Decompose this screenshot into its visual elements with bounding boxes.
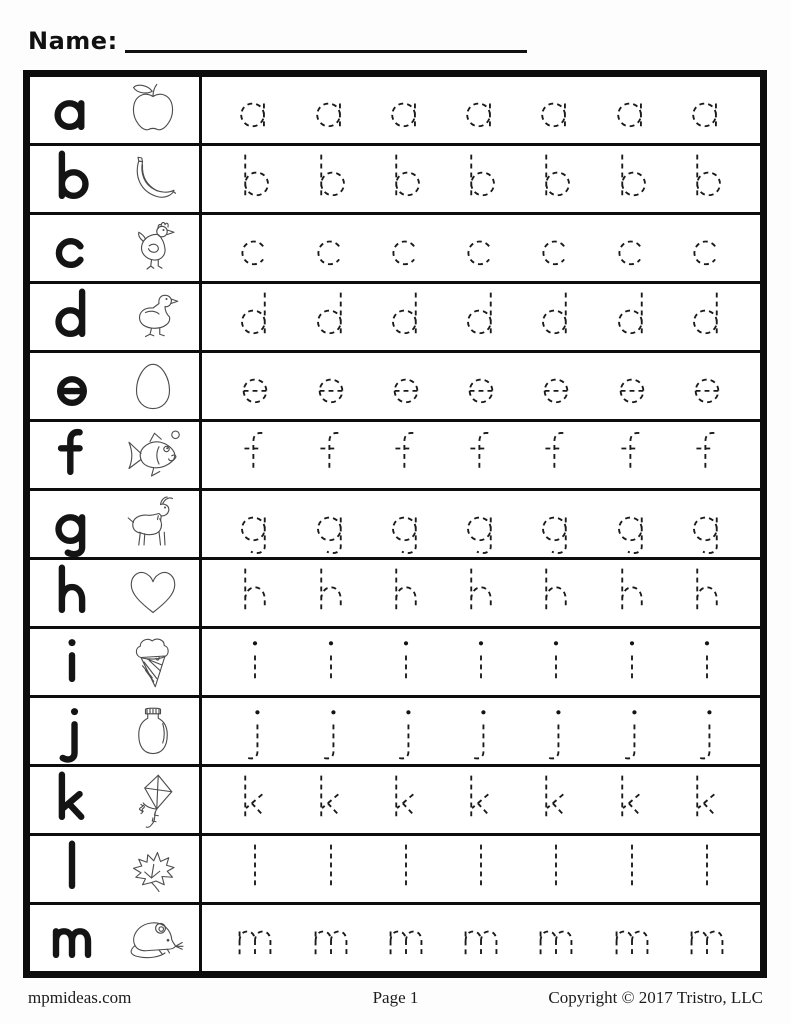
letter-row-c: [30, 212, 760, 281]
letter-row-m: [30, 902, 760, 971]
trace-area-m: [202, 905, 760, 971]
name-blank-line: [125, 26, 527, 53]
goat-icon: [121, 494, 185, 554]
trace-letter-f: [681, 424, 733, 486]
letter-cell-m: [30, 905, 202, 971]
letter-row-d: [30, 281, 760, 350]
trace-letter-m: [455, 907, 507, 969]
trace-letter-m: [530, 907, 582, 969]
trace-letter-h: [530, 562, 582, 624]
egg-icon: [121, 356, 185, 416]
letter-cell-b: [30, 146, 202, 212]
trace-letter-k: [229, 769, 281, 831]
trace-letter-e: [229, 355, 281, 417]
trace-letter-g: [606, 493, 658, 555]
trace-letter-j: [229, 700, 281, 762]
trace-letter-j: [681, 700, 733, 762]
trace-letter-j: [606, 700, 658, 762]
trace-letter-e: [530, 355, 582, 417]
trace-area-e: [202, 353, 760, 419]
trace-letter-a: [681, 79, 733, 141]
trace-letter-l: [229, 838, 281, 900]
solid-letter-h: [45, 561, 99, 625]
trace-letter-a: [455, 79, 507, 141]
trace-letter-h: [455, 562, 507, 624]
trace-letter-g: [305, 493, 357, 555]
trace-letter-h: [380, 562, 432, 624]
trace-letter-m: [606, 907, 658, 969]
ice-cream-icon: [121, 632, 185, 692]
trace-letter-d: [455, 286, 507, 348]
trace-area-l: [202, 836, 760, 902]
banana-icon: [121, 149, 185, 209]
trace-letter-b: [530, 148, 582, 210]
letter-row-g: [30, 488, 760, 557]
trace-letter-b: [606, 148, 658, 210]
letter-cell-d: [30, 284, 202, 350]
trace-letter-i: [305, 631, 357, 693]
trace-area-j: [202, 698, 760, 764]
trace-letter-j: [305, 700, 357, 762]
trace-letter-d: [530, 286, 582, 348]
trace-area-a: [202, 77, 760, 143]
trace-area-d: [202, 284, 760, 350]
trace-letter-h: [606, 562, 658, 624]
fish-icon: [121, 425, 185, 485]
trace-letter-b: [380, 148, 432, 210]
letter-row-k: [30, 764, 760, 833]
trace-letter-h: [305, 562, 357, 624]
trace-letter-k: [380, 769, 432, 831]
trace-letter-c: [229, 217, 281, 279]
trace-letter-f: [606, 424, 658, 486]
trace-letter-m: [380, 907, 432, 969]
trace-letter-k: [606, 769, 658, 831]
trace-letter-c: [380, 217, 432, 279]
duck-icon: [121, 287, 185, 347]
letter-row-j: [30, 695, 760, 764]
letter-cell-l: [30, 836, 202, 902]
trace-letter-l: [305, 838, 357, 900]
trace-area-g: [202, 491, 760, 557]
solid-letter-g: [45, 492, 99, 556]
letter-cell-i: [30, 629, 202, 695]
trace-letter-a: [229, 79, 281, 141]
trace-letter-i: [606, 631, 658, 693]
footer-copyright: Copyright © 2017 Tristro, LLC: [548, 988, 763, 1007]
trace-letter-a: [530, 79, 582, 141]
trace-letter-b: [305, 148, 357, 210]
letter-cell-a: [30, 77, 202, 143]
trace-letter-m: [305, 907, 357, 969]
trace-area-k: [202, 767, 760, 833]
trace-letter-a: [380, 79, 432, 141]
solid-letter-a: [45, 78, 99, 142]
trace-letter-i: [380, 631, 432, 693]
trace-letter-c: [681, 217, 733, 279]
letter-row-a: [30, 77, 760, 143]
trace-letter-g: [681, 493, 733, 555]
mouse-icon: [121, 908, 185, 968]
trace-letter-b: [455, 148, 507, 210]
trace-letter-g: [455, 493, 507, 555]
trace-letter-g: [530, 493, 582, 555]
letter-row-f: [30, 419, 760, 488]
trace-letter-j: [530, 700, 582, 762]
kite-icon: [121, 770, 185, 830]
trace-area-f: [202, 422, 760, 488]
trace-letter-b: [681, 148, 733, 210]
letter-cell-f: [30, 422, 202, 488]
letter-row-i: [30, 626, 760, 695]
trace-letter-h: [681, 562, 733, 624]
trace-letter-k: [455, 769, 507, 831]
trace-letter-l: [606, 838, 658, 900]
trace-area-b: [202, 146, 760, 212]
trace-letter-d: [229, 286, 281, 348]
chicken-icon: [121, 218, 185, 278]
letter-cell-k: [30, 767, 202, 833]
tracing-table: [23, 70, 767, 978]
trace-letter-l: [681, 838, 733, 900]
trace-letter-l: [455, 838, 507, 900]
trace-letter-c: [606, 217, 658, 279]
name-row: [28, 26, 527, 53]
trace-letter-i: [681, 631, 733, 693]
trace-letter-m: [229, 907, 281, 969]
solid-letter-c: [45, 216, 99, 280]
trace-letter-j: [455, 700, 507, 762]
trace-letter-j: [380, 700, 432, 762]
trace-letter-g: [229, 493, 281, 555]
solid-letter-b: [45, 147, 99, 211]
trace-letter-f: [530, 424, 582, 486]
trace-letter-c: [305, 217, 357, 279]
letter-row-e: [30, 350, 760, 419]
letter-cell-e: [30, 353, 202, 419]
letter-row-b: [30, 143, 760, 212]
solid-letter-l: [45, 837, 99, 901]
jar-icon: [121, 701, 185, 761]
solid-letter-e: [45, 354, 99, 418]
trace-letter-m: [681, 907, 733, 969]
trace-letter-a: [606, 79, 658, 141]
trace-letter-l: [380, 838, 432, 900]
trace-letter-d: [380, 286, 432, 348]
trace-letter-f: [380, 424, 432, 486]
trace-letter-i: [229, 631, 281, 693]
apple-icon: [121, 80, 185, 140]
trace-letter-i: [530, 631, 582, 693]
solid-letter-k: [45, 768, 99, 832]
trace-letter-e: [681, 355, 733, 417]
name-label: Name:: [28, 27, 118, 55]
solid-letter-i: [45, 630, 99, 694]
trace-letter-k: [530, 769, 582, 831]
trace-letter-f: [229, 424, 281, 486]
trace-letter-h: [229, 562, 281, 624]
trace-area-h: [202, 560, 760, 626]
solid-letter-j: [45, 699, 99, 763]
trace-letter-d: [606, 286, 658, 348]
trace-letter-d: [681, 286, 733, 348]
leaf-icon: [121, 839, 185, 899]
trace-area-c: [202, 215, 760, 281]
trace-letter-f: [305, 424, 357, 486]
solid-letter-m: [45, 906, 99, 970]
footer-page-number: Page 1: [372, 988, 419, 1007]
letter-row-h: [30, 557, 760, 626]
heart-icon: [121, 563, 185, 623]
trace-letter-d: [305, 286, 357, 348]
trace-letter-f: [455, 424, 507, 486]
trace-letter-l: [530, 838, 582, 900]
letter-cell-c: [30, 215, 202, 281]
trace-letter-a: [305, 79, 357, 141]
letter-cell-g: [30, 491, 202, 557]
trace-letter-e: [455, 355, 507, 417]
trace-letter-c: [455, 217, 507, 279]
letter-row-l: [30, 833, 760, 902]
letter-cell-h: [30, 560, 202, 626]
solid-letter-d: [45, 285, 99, 349]
letter-cell-j: [30, 698, 202, 764]
trace-letter-k: [305, 769, 357, 831]
footer: [28, 988, 763, 1010]
trace-letter-c: [530, 217, 582, 279]
trace-letter-e: [305, 355, 357, 417]
trace-letter-e: [606, 355, 658, 417]
solid-letter-f: [45, 423, 99, 487]
trace-letter-e: [380, 355, 432, 417]
trace-letter-g: [380, 493, 432, 555]
trace-area-i: [202, 629, 760, 695]
trace-letter-k: [681, 769, 733, 831]
trace-letter-i: [455, 631, 507, 693]
footer-website: mpmideas.com: [28, 988, 132, 1007]
trace-letter-b: [229, 148, 281, 210]
